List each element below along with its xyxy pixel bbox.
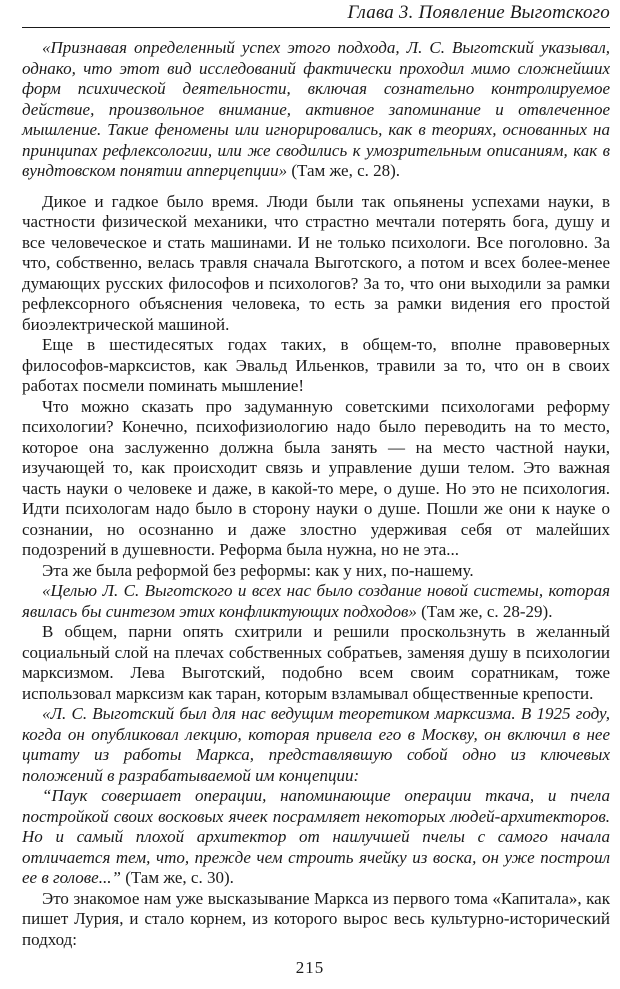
paragraph-5: Эта же была реформой без реформы: как у них, по-нашему. <box>42 560 474 580</box>
citation: (Там же, с. 30). <box>120 868 234 887</box>
quote-text: “Паук совершает операции, напоминающие операции ткача, и пчела постройкой своих восковых ячеек посрамляет некоторых людей-архитекторов. Но и самый плохой архитектор от наилучшей пчелы с самого начала отличается тем, что, прежде чем строить ячейку из воска, он уже построил ее в голове...” <box>22 786 610 887</box>
paragraph-4: Что можно сказать про задуманную советскими психологами реформу психологии? Конечно, психофизиологию надо было переводить на то место, которое она заслуженно должна была занять — на место частной науки, изучающей то, как происходит связь и управление души телом. Это важная часть науки о человеке и даже, в какой-то мере, о душе. Но это не психология. Идти психологам надо было в сторону науки о душе. Пошли же они к науке о сознании, но осознанно и даже злостно удерживая себя от малейших подозрений в душевности. Реформа была нужна, но не эта... <box>22 396 610 559</box>
page-number: 215 <box>295 958 325 977</box>
citation: (Там же, с. 28-29). <box>416 601 553 621</box>
paragraph-quote-6 <box>22 581 610 622</box>
paragraph-10: Это знакомое нам уже высказывание Маркса из первого тома «Капитала», как пишет Лурия, и стало корнем, из которого вырос весь культурно-исторический подход: <box>22 888 610 949</box>
quote-text: «Признавая определенный успех этого подхода, Л. С. Выготский указывал, однако, что этот вид исследований фактически проходил мимо сложнейших форм психической деятельности, включая сознательно контролируемое действие, произвольное внимание, активное запоминание и отвлеченное мышление. Такие феномены или игнорировались, как в теориях, основанных на принципах рефлексологии, или же сводились к умозрительным описаниям, как в вундтовском понятии апперцепции» <box>22 38 610 180</box>
quote-text: «Целью Л. С. Выготского и всех нас было создание новой системы, которая явилась бы синтезом этих конфликтующих подходов» <box>22 581 610 621</box>
page-body <box>22 38 610 950</box>
running-header: Глава 3. Появление Выготского <box>347 2 610 23</box>
paragraph-7: В общем, парни опять схитрили и решили проскользнуть в желанный социальный слой на плечах собственных собратьев, заменяя душу в психологии марксизмом. Лева Выготский, подобно всем своим соратникам, тоже использовал марксизм как таран, которым взламывал общественные крепости. <box>22 622 610 703</box>
paragraph-3: Еще в шестидесятых годах таких, в общем-то, вполне правоверных философов-марксистов, как Эвальд Ильенков, травили за то, что он в своих работах посмели поминать мышление! <box>22 335 610 395</box>
paragraph-quote-9 <box>22 786 610 889</box>
paragraph-2: Дикое и гадкое было время. Люди были так опьянены успехами науки, в частности физической механики, что страстно мечтали потерять бога, душу и все человеческое и стать машинами. И не только психологи. Все поголовно. За что, собственно, велась травля сначала Выготского, а потом и всех более-менее думающих русских философов и психологов? За то, что они выходили за рамки рефлексорного объяснения человека, то есть за рамки видения его простой биоэлектрической машиной. <box>22 191 610 334</box>
paragraph-quote-1 <box>22 38 610 182</box>
header-rule <box>22 27 610 28</box>
paragraph-quote-8: «Л. С. Выготский был для нас ведущим теоретиком марксизма. В 1925 году, когда он опубликовал лекцию, которая привела его в Москву, он включил в нее цитату из работы Маркса, представлявшую собой одно из ключевых положений в разрабатываемой им концепции: <box>22 704 610 785</box>
citation: (Там же, с. 28). <box>287 161 401 180</box>
